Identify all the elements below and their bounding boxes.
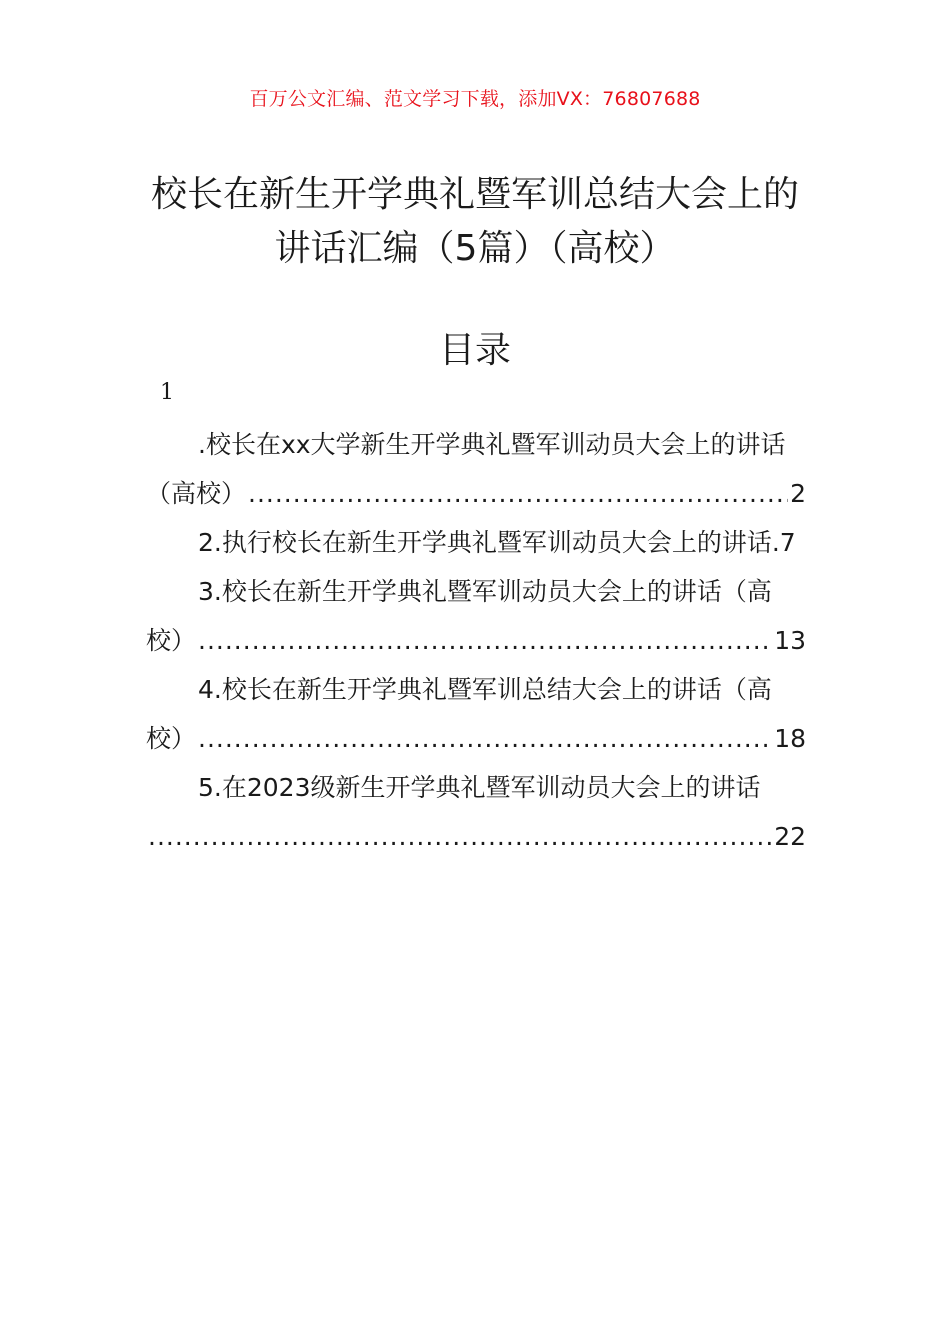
watermark-banner: 百万公文汇编、范文学习下载，添加VX：76807688 [249,88,701,110]
stray-number: 1 [160,380,174,405]
toc-entry-text-cont: 校） [146,724,197,753]
toc-entry-leader [146,714,806,763]
toc-page-number: 22 [774,822,806,851]
toc-entry-2[interactable] [146,518,806,567]
toc-entry-leader [146,616,806,665]
toc-entry-text: 4.校长在新生开学典礼暨军训总结大会上的讲话（高 [198,675,772,704]
toc-entry-5[interactable] [146,763,806,861]
toc-page-number: 2 [790,479,806,508]
toc-entry-text-cont: （高校） [146,479,247,508]
toc-entry-text-cont: 校） [146,626,197,655]
leader-dots [248,469,788,518]
document-title [110,168,840,276]
table-of-contents [146,420,806,861]
leader-dots [198,616,772,665]
toc-page-number: 13 [774,626,806,655]
leader-dots [148,812,772,861]
title-line-2: 讲话汇编（5篇）（高校） [274,228,676,269]
toc-entry-4[interactable] [146,665,806,763]
toc-entry-text: 5.在2023级新生开学典礼暨军训动员大会上的讲话 [198,773,761,802]
toc-entry-text: 2.执行校长在新生开学典礼暨军训动员大会上的讲话.7 [198,528,796,557]
toc-entry-leader [146,469,806,518]
toc-heading: 目录 [438,330,511,371]
toc-entry-1[interactable] [146,420,806,518]
leader-dots [198,714,772,763]
toc-entry-leader [146,812,806,861]
toc-page-number: 18 [774,724,806,753]
title-line-1: 校长在新生开学典礼暨军训总结大会上的 [150,174,799,215]
toc-entry-3[interactable] [146,567,806,665]
toc-entry-text: .校长在xx大学新生开学典礼暨军训动员大会上的讲话 [198,430,786,459]
toc-entry-text: 3.校长在新生开学典礼暨军训动员大会上的讲话（高 [198,577,772,606]
